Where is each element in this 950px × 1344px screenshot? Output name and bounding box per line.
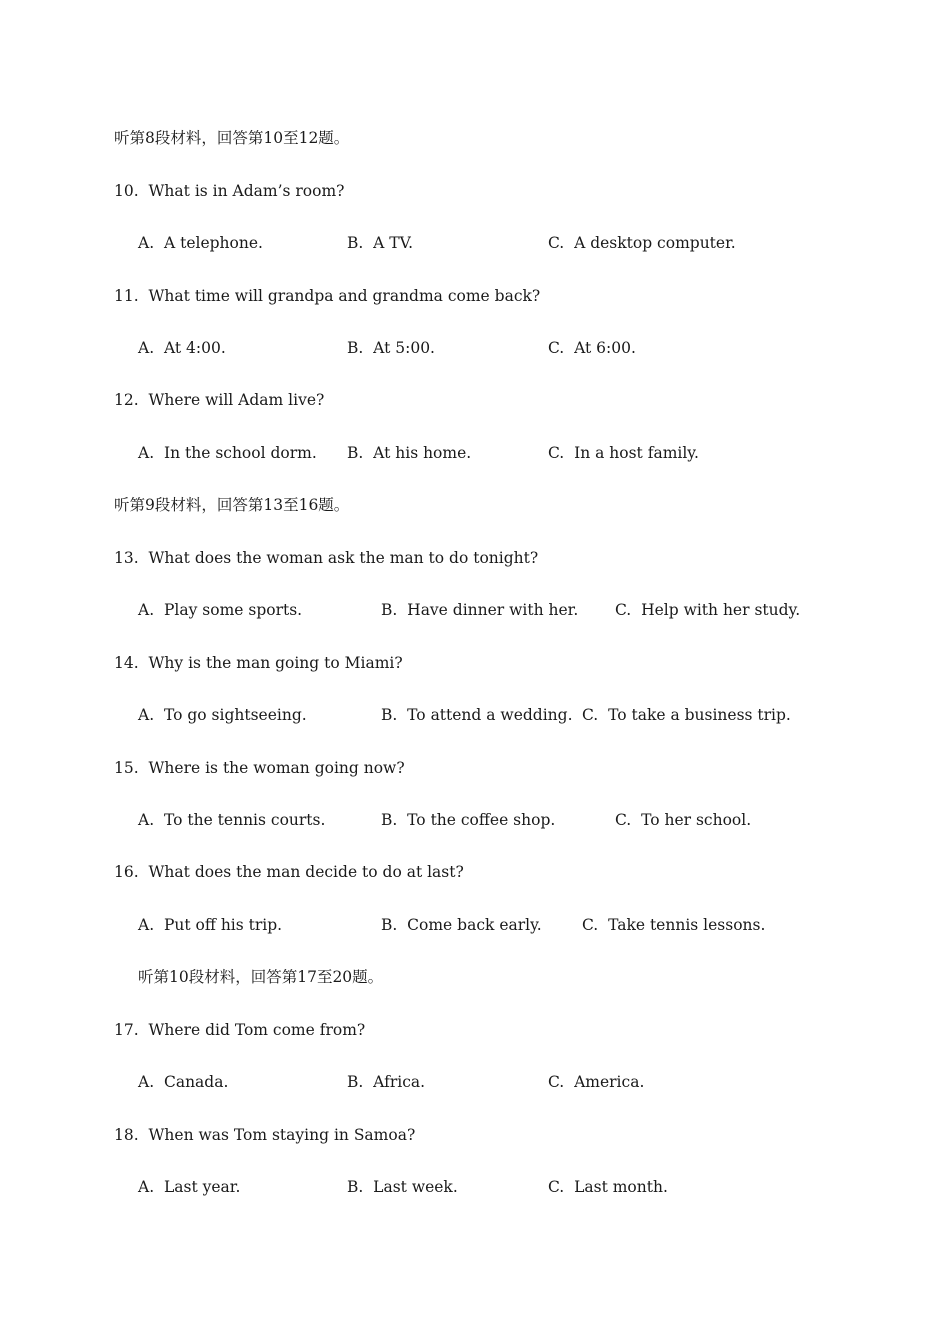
q13-option-c: C. Help with her study.	[615, 601, 801, 619]
question-16: 16. What does the man decide to do at last?	[114, 863, 464, 881]
q13-option-b: B. Have dinner with her.	[381, 601, 579, 619]
q12-option-b: B. At his home.	[347, 444, 472, 462]
question-10: 10. What is in Adam’s room?	[114, 182, 345, 200]
section-header: 听第10段材料，回答第17至20题。	[138, 968, 384, 986]
question-15: 15. Where is the woman going now?	[114, 759, 405, 777]
q18-option-a: A. Last year.	[138, 1178, 241, 1196]
q16-option-c: C. Take tennis lessons.	[582, 916, 766, 934]
q15-option-a: A. To the tennis courts.	[138, 811, 326, 829]
question-11: 11. What time will grandpa and grandma come back?	[114, 287, 541, 305]
q12-option-c: C. In a host family.	[548, 444, 699, 462]
question-14: 14. Why is the man going to Miami?	[114, 654, 403, 672]
q11-option-a: A. At 4:00.	[138, 339, 226, 357]
question-13: 13. What does the woman ask the man to do tonight?	[114, 549, 539, 567]
section-header: 听第8段材料，回答第10至12题。	[114, 129, 350, 147]
q16-option-b: B. Come back early.	[381, 916, 542, 934]
q13-option-a: A. Play some sports.	[138, 601, 303, 619]
q10-option-b: B. A TV.	[347, 234, 414, 252]
q18-option-b: B. Last week.	[347, 1178, 458, 1196]
q11-option-c: C. At 6:00.	[548, 339, 636, 357]
q14-option-b: B. To attend a wedding.	[381, 706, 573, 724]
q16-option-a: A. Put off his trip.	[138, 916, 283, 934]
question-12: 12. Where will Adam live?	[114, 391, 325, 409]
q17-option-a: A. Canada.	[138, 1073, 229, 1091]
q14-option-c: C. To take a business trip.	[582, 706, 791, 724]
q12-option-a: A. In the school dorm.	[138, 444, 317, 462]
q10-option-a: A. A telephone.	[138, 234, 263, 252]
q17-option-c: C. America.	[548, 1073, 645, 1091]
q15-option-c: C. To her school.	[615, 811, 752, 829]
q15-option-b: B. To the coffee shop.	[381, 811, 556, 829]
question-18: 18. When was Tom staying in Samoa?	[114, 1126, 416, 1144]
q10-option-c: C. A desktop computer.	[548, 234, 736, 252]
q18-option-c: C. Last month.	[548, 1178, 668, 1196]
question-17: 17. Where did Tom come from?	[114, 1021, 366, 1039]
q17-option-b: B. Africa.	[347, 1073, 426, 1091]
q11-option-b: B. At 5:00.	[347, 339, 435, 357]
section-header: 听第9段材料，回答第13至16题。	[114, 496, 350, 514]
q14-option-a: A. To go sightseeing.	[138, 706, 307, 724]
